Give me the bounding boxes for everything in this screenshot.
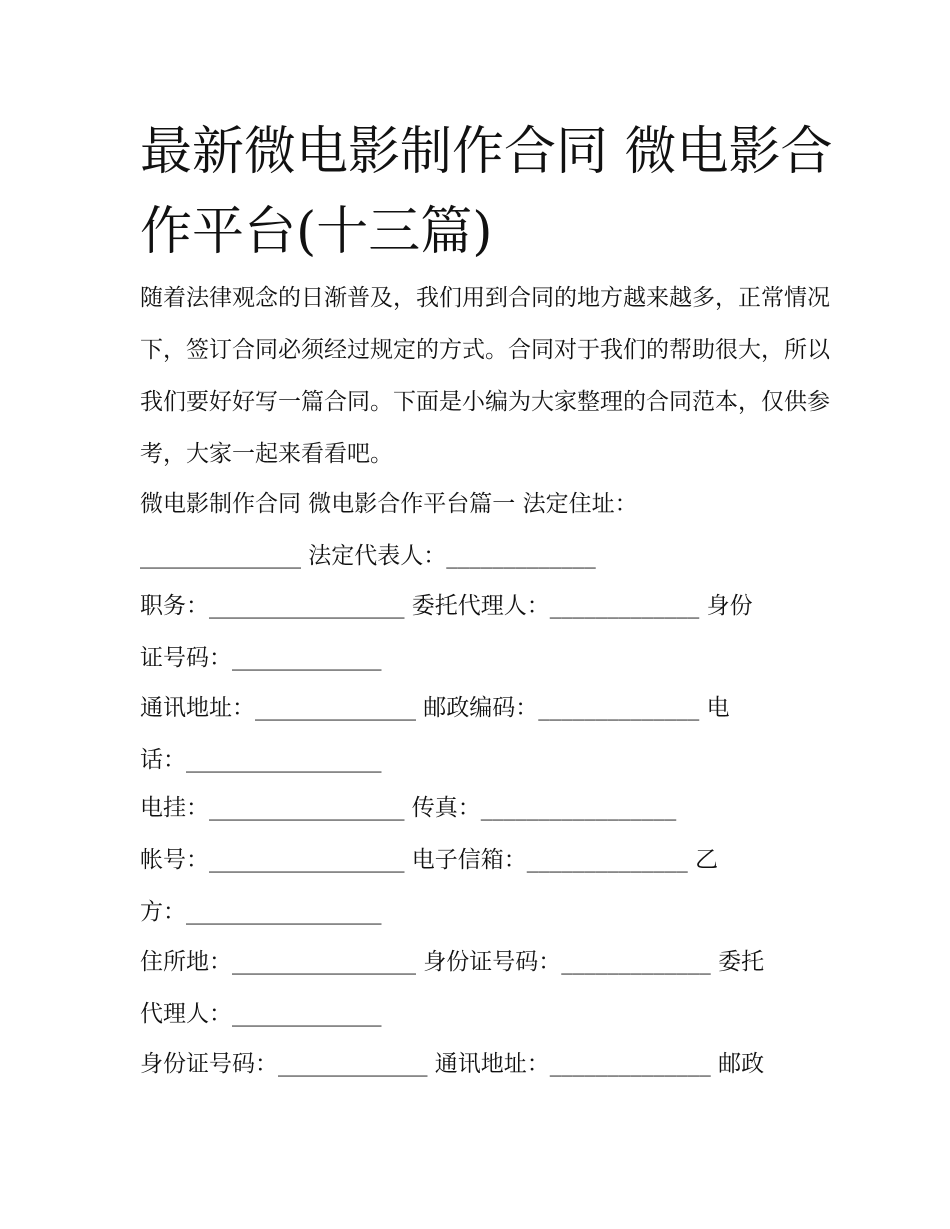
contract-line: 职务：_________________ 委托代理人：_____________ 身份	[140, 593, 753, 619]
contract-line: 证号码：_____________	[140, 645, 382, 671]
intro-paragraph: 随着法律观念的日渐普及，我们用到合同的地方越来越多，正常情况下，签订合同必须经过规定的方式。合同对于我们的帮助很大，所以我们要好好写一篇合同。下面是小编为大家整理的合同范本，仅供参考，大家一起来看看吧。	[140, 285, 830, 467]
contract-line: 微电影制作合同 微电影合作平台篇一 法定住址：	[140, 491, 638, 517]
contract-line: 通讯地址：______________ 邮政编码：______________ 电	[140, 695, 730, 721]
contract-line: ______________ 法定代表人：_____________	[140, 543, 596, 569]
contract-line: 话：_________________	[140, 747, 382, 773]
contract-line: 方：_________________	[140, 899, 382, 925]
contract-line: 帐号：_________________ 电子信箱：______________ 乙	[140, 847, 719, 873]
contract-line: 电挂：_________________ 传真：_________________	[140, 795, 677, 821]
contract-line: 身份证号码：_____________ 通讯地址：______________ 邮政	[140, 1051, 765, 1077]
page-title: 最新微电影制作合同 微电影合作平台(十三篇)	[140, 122, 833, 262]
contract-line: 住所地：________________ 身份证号码：_____________ 委托	[140, 949, 765, 975]
contract-line: 代理人：_____________	[140, 1001, 382, 1027]
